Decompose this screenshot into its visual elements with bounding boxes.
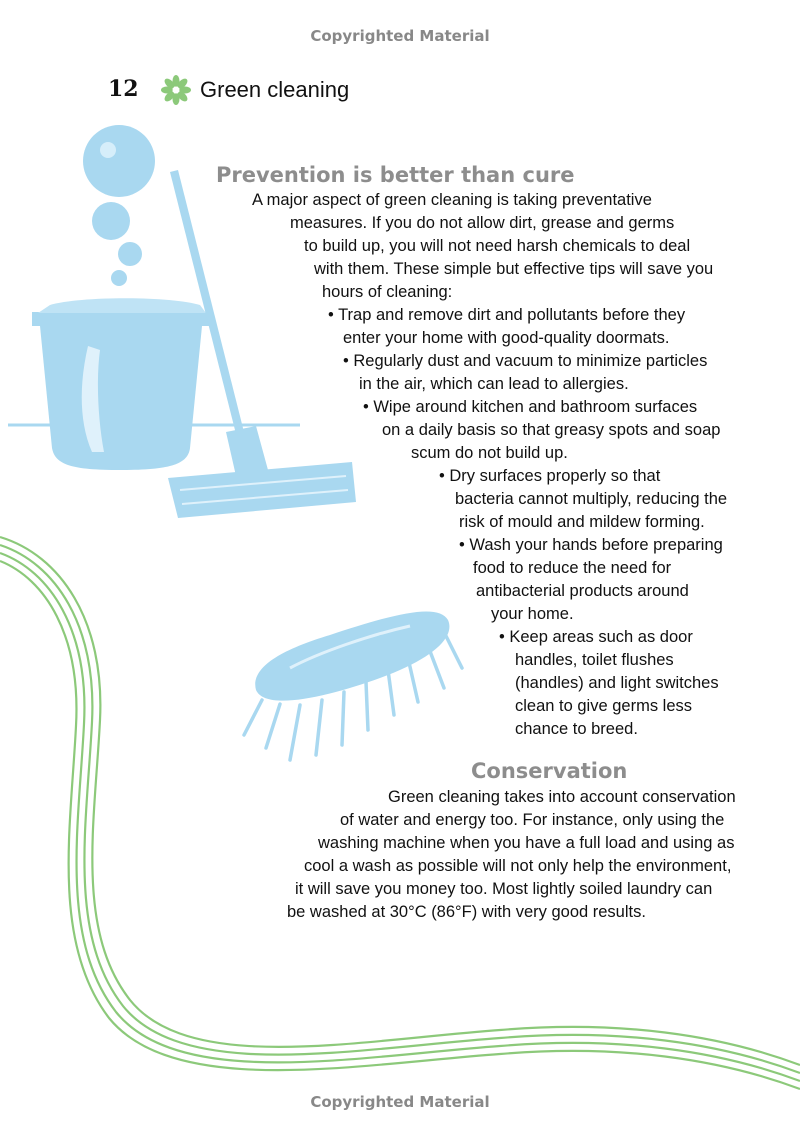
watermark-top: Copyrighted Material [310,27,490,45]
brush-illustration [244,611,462,760]
bullet-item: • Regularly dust and vacuum to minimize particles [343,352,708,370]
bullet-item: • Wipe around kitchen and bathroom surfaces [363,398,698,416]
body-line: Green cleaning takes into account conservation [388,788,736,806]
body-line: scum do not build up. [411,444,568,462]
body-line: handles, toilet flushes [515,651,674,669]
page-number: 12 [108,76,139,102]
bullet-item: • Keep areas such as door [499,628,693,646]
chapter-title: Green cleaning [200,77,350,102]
body-line: bacteria cannot multiply, reducing the [455,490,728,508]
body-line: hours of cleaning: [322,283,453,301]
body-line: in the air, which can lead to allergies. [359,375,629,393]
prevention-heading: Prevention is better than cure [216,163,575,187]
body-line: it will save you money too. Most lightly soiled laundry can [295,880,713,898]
body-line: risk of mould and mildew forming. [459,513,705,531]
body-line: of water and energy too. For instance, only using the [340,811,725,829]
flower-icon [161,75,191,105]
bullet-item: • Trap and remove dirt and pollutants before they [328,306,686,324]
body-line: cool a wash as possible will not only help the environment, [304,857,732,875]
body-line: A major aspect of green cleaning is taking preventative [252,191,652,209]
body-line: antibacterial products around [476,582,689,600]
body-line: on a daily basis so that greasy spots and soap [382,421,721,439]
body-line: clean to give germs less [515,697,692,715]
body-line: with them. These simple but effective tips will save you [314,260,714,278]
watermark-bottom: Copyrighted Material [310,1093,490,1111]
body-line: to build up, you will not need harsh chemicals to deal [304,237,691,255]
body-line: food to reduce the need for [473,559,672,577]
body-line: (handles) and light switches [515,674,719,692]
body-line: enter your home with good-quality doormats. [343,329,670,347]
body-line: be washed at 30°C (86°F) with very good results. [287,903,646,921]
bucket-illustration [32,298,210,470]
body-line: washing machine when you have a full load and using as [318,834,735,852]
bullet-item: • Wash your hands before preparing [459,536,723,554]
body-line: measures. If you do not allow dirt, grease and germs [290,214,675,232]
bullet-item: • Dry surfaces properly so that [439,467,661,485]
bubbles-illustration [83,125,155,286]
body-line: chance to breed. [515,720,638,738]
conservation-heading: Conservation [471,759,628,783]
body-line: your home. [491,605,574,623]
